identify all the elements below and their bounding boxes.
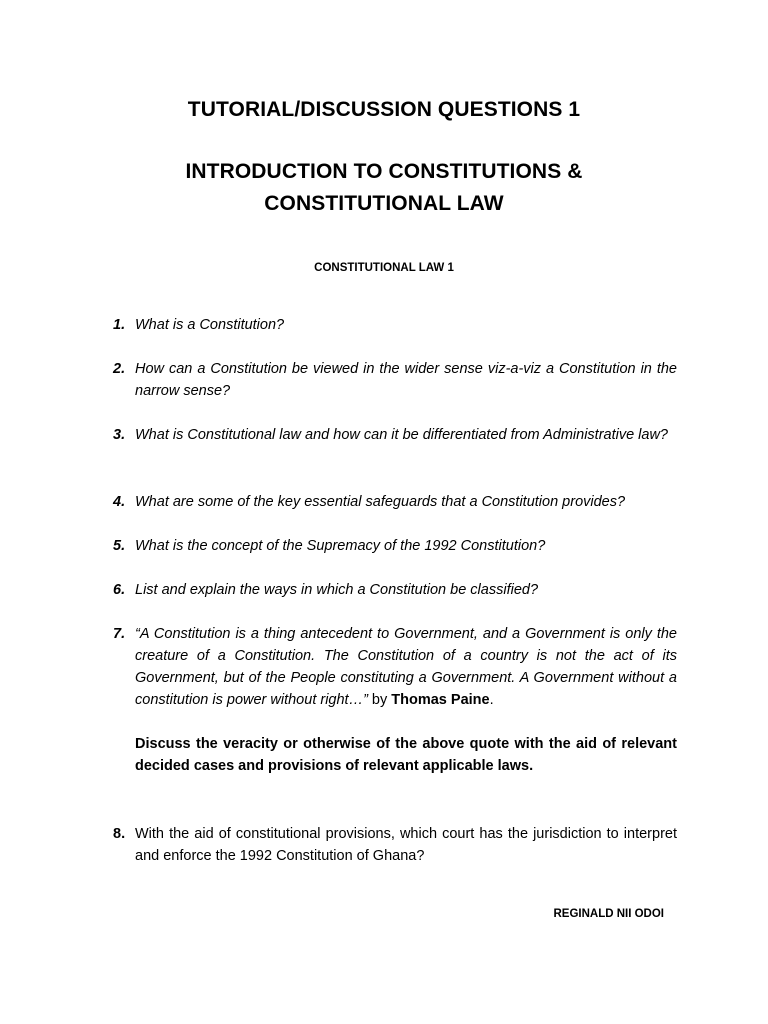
question-number: 4. [113,494,126,510]
quote-text: “A Constitution is a thing antecedent to Government, and a Government is only the creature of a Constitution. The Constitution of a country is not the act of its Government, but of the People constituting a Government. A Government without a constitution is power without right…” [135,626,677,708]
question-number: 7. [113,626,126,642]
document-title: TUTORIAL/DISCUSSION QUESTIONS 1 [187,98,581,121]
course-subtitle: CONSTITUTIONAL LAW 1 [314,262,454,274]
question-text: What is the concept of the Supremacy of the 1992 Constitution? [135,538,546,554]
question-2 [113,358,677,402]
question-6 [113,579,677,601]
question-quote [135,623,677,711]
question-text: List and explain the ways in which a Constitution be classified? [135,582,539,598]
question-text: What are some of the key essential safeguards that a Constitution provides? [135,494,626,510]
question-1 [113,314,677,336]
question-number: 1. [113,317,126,333]
question-number: 2. [113,361,126,377]
question-number: 6. [113,582,126,598]
author-name: REGINALD NII ODOI [553,908,664,920]
quote-by: by [367,692,392,708]
question-5 [113,535,677,557]
discussion-instruction: Discuss the veracity or otherwise of the above quote with the aid of relevant decided cases and provisions of relevant applicable laws. [135,736,677,774]
question-number: 3. [113,427,126,443]
question-text: How can a Constitution be viewed in the wider sense viz-a-viz a Constitution in the narrow sense? [135,361,677,399]
question-text: With the aid of constitutional provisions, which court has the jurisdiction to interpret and enforce the 1992 Constitution of Ghana? [135,826,677,864]
question-number: 8. [113,826,126,842]
question-text: What is a Constitution? [135,317,285,333]
heading-line-1: INTRODUCTION TO CONSTITUTIONS & [185,160,583,183]
question-text: What is Constitutional law and how can it be differentiated from Administrative law? [135,427,668,443]
quote-author: Thomas Paine [391,692,490,708]
question-number: 5. [113,538,126,554]
document-heading [0,156,768,220]
heading-line-2: CONSTITUTIONAL LAW [264,192,504,215]
question-4 [113,491,677,513]
question-7 [113,623,677,777]
question-8 [113,823,677,867]
question-3 [113,424,677,446]
quote-period: . [489,692,494,708]
